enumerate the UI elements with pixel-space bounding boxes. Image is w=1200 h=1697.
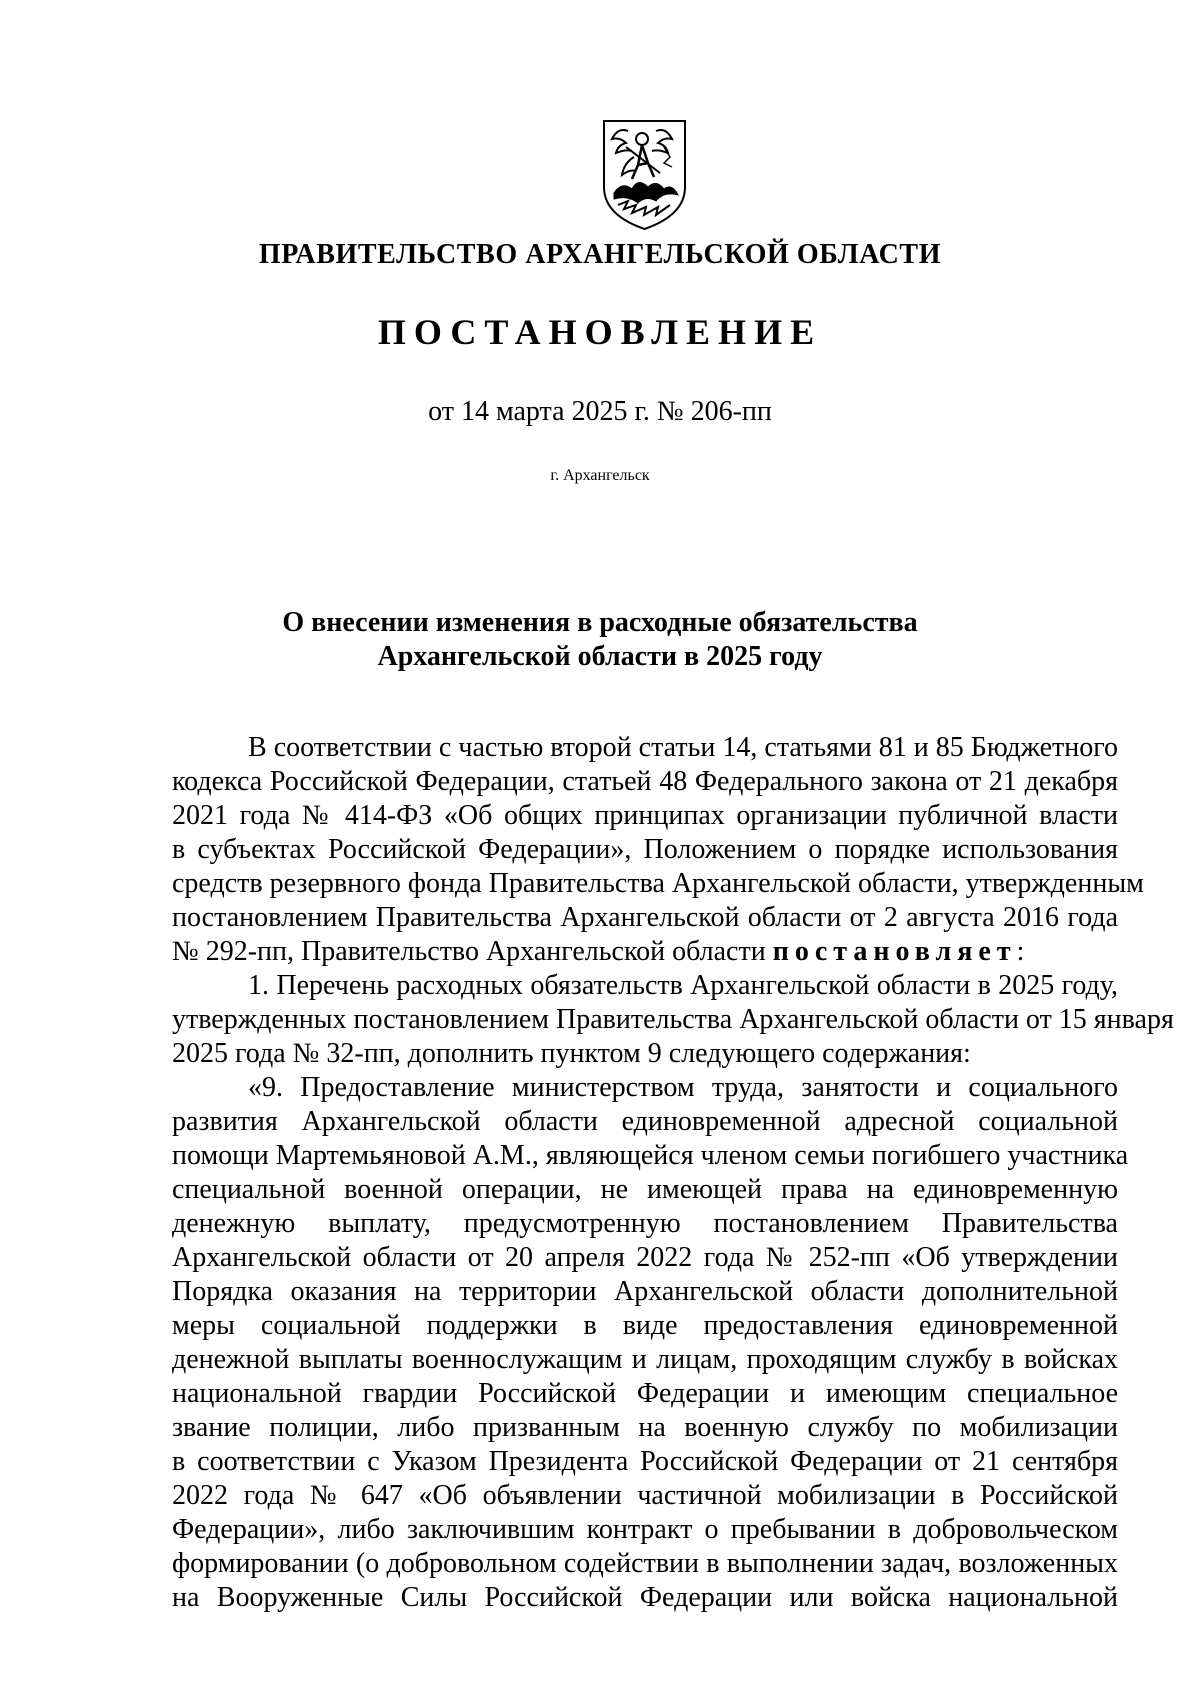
document-title-line: Архангельской области в 2025 году [377, 641, 823, 672]
body-line: 2025 года № 32-пп, дополнить пунктом 9 следующего содержания: [172, 1038, 971, 1069]
body-line: в соответствии с Указом Президента Российской Федерации от 21 сентября [172, 1446, 1118, 1477]
document-city: г. Архангельск [550, 467, 650, 484]
body-line: постановлением Правительства Архангельской области от 2 августа 2016 года [172, 902, 1118, 933]
organization-name: ПРАВИТЕЛЬСТВО АРХАНГЕЛЬСКОЙ ОБЛАСТИ [258, 239, 942, 270]
document-title [0, 606, 1200, 674]
document-date-number: от 14 марта 2025 г. № 206-пп [428, 396, 772, 427]
resolves-colon: : [1016, 936, 1025, 967]
body-line: В соответствии с частью второй статьи 14, статьями 81 и 85 Бюджетного [248, 732, 1118, 763]
body-line: кодекса Российской Федерации, статьей 48 Федерального закона от 21 декабря [172, 766, 1118, 797]
resolves-word: постановляет [772, 936, 1017, 967]
body-line: Архангельской области от 20 апреля 2022 года № 252-пп «Об утверждении [172, 1242, 1118, 1273]
resolution-line [172, 935, 1118, 969]
body-line: «9. Предоставление министерством труда, занятости и социального [248, 1072, 1118, 1103]
body-line: звание полиции, либо призванным на военную службу по мобилизации [172, 1412, 1118, 1443]
body-line: помощи Мартемьяновой А.М., являющейся членом семьи погибшего участника [172, 1140, 1129, 1171]
body-line-text: № 292-пп, Правительство Архангельской области [172, 936, 766, 967]
body-line: 1. Перечень расходных обязательств Архангельской области в 2025 году, [248, 970, 1118, 1001]
body-line: утвержденных постановлением Правительства Архангельской области от 15 января [172, 1004, 1174, 1035]
body-line: денежную выплату, предусмотренную постановлением Правительства [172, 1208, 1118, 1239]
arkhangelsk-coat-of-arms-icon [598, 117, 691, 232]
body-line: развития Архангельской области единовременной адресной социальной [172, 1106, 1118, 1137]
body-line: меры социальной поддержки в виде предоставления единовременной [172, 1310, 1118, 1341]
body-line: 2021 года № 414-ФЗ «Об общих принципах организации публичной власти [172, 800, 1118, 831]
body-line: на Вооруженные Силы Российской Федерации или войска национальной [172, 1582, 1118, 1613]
body-line: формировании (о добровольном содействии в выполнении задач, возложенных [172, 1548, 1118, 1579]
body-line: Порядка оказания на территории Архангельской области дополнительной [172, 1276, 1118, 1307]
body-line: в субъектах Российской Федерации», Положением о порядке использования [172, 834, 1118, 865]
document-title-line: О внесении изменения в расходные обязательства [282, 607, 918, 638]
body-line: национальной гвардии Российской Федерации и имеющим специальное [172, 1378, 1118, 1409]
document-body [172, 731, 1174, 1615]
body-line: средств резервного фонда Правительства Архангельской области, утвержденным [172, 868, 1144, 899]
body-line: 2022 года № 647 «Об объявлении частичной мобилизации в Российской [172, 1480, 1118, 1511]
body-line: денежной выплаты военнослужащим и лицам, проходящим службу в войсках [172, 1344, 1118, 1375]
document-type-heading: ПОСТАНОВЛЕНИЕ [377, 312, 823, 352]
body-line: специальной военной операции, не имеющей права на единовременную [172, 1174, 1118, 1205]
body-line: Федерации», либо заключившим контракт о пребывании в добровольческом [172, 1514, 1118, 1545]
